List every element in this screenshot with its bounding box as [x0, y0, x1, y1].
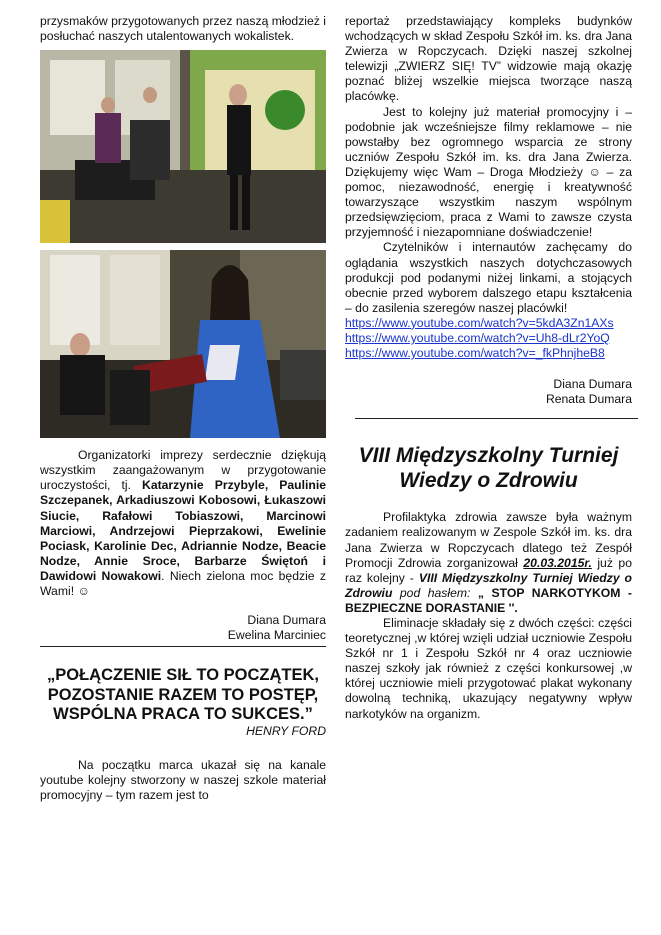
- right-signature-2: Renata Dumara: [545, 392, 632, 407]
- health-p1c: pod hasłem:: [392, 585, 478, 600]
- health-paragraph-1: [345, 510, 632, 616]
- divider-left: [40, 646, 326, 647]
- intro-text: przysmaków przygotowanych przez naszą młodzież i posłuchać naszych utalentowanych wokalistek.: [40, 14, 326, 44]
- signature-2: Ewelina Marciniec: [227, 628, 326, 643]
- thanks-end: . Niech zielona moc będzie z Wami! ☺: [40, 568, 326, 599]
- right-paragraph-1: reportaż przedstawiający kompleks budynków wchodzących w skład Zespołu Szkół im. ks. dra Jana Zwierza w Ropczycach. Dzięki naszej szkolnej telewizji „ZWIERZ SIĘ! TV” widzowie mają okazję poznać bliżej wszelkie miejsca tworzące naszą placówkę.: [345, 14, 632, 104]
- health-slogan: „ STOP NARKOTYKOM - BEZPIECZNE DORASTANIE ''.: [345, 585, 632, 615]
- right-paragraph-2: Jest to kolejny już materiał promocyjny i – podobnie jak wcześniejsze filmy reklamowe – nie powstałby bez ogromnego wsparcia ze strony uczniów Zespołu Szkół im. ks. dra Jana Zwierza. Dziękujemy więc Wam – Droga Młodzieży ☺ – za pomoc, niezawodność, energię i kreatywność towarzyszące wszystkim naszym wspólnym przedsięwzięciom, praca z Wami to zawsze czysta przyjemność i niezapomniane doświadczenie!: [345, 104, 632, 240]
- photo-singers-image: [40, 50, 326, 243]
- youtube-link-1[interactable]: https://www.youtube.com/watch?v=5kdA3Zn1AXs: [345, 315, 614, 330]
- left-column: [40, 14, 326, 803]
- thanks-paragraph: [40, 448, 326, 599]
- health-paragraph-2: Eliminacje składały się z dwóch części: części teoretycznej ,w której wzięli udział uczniowie Zespołu Szkół nr 1 i Zespołu Szkół nr 4 oraz uczniowie naszej szkoły jak również z części konkursowej ,w której uczniowie mieli przygotować plakat wykonany dowolną techniką, ukazujący negatywny wpływ narkotyków na organizm.: [345, 616, 632, 721]
- health-p1a: Profilaktyka zdrowia zawsze była ważnym zadaniem realizowanym w Zespole Szkół im. ks. dra Jana Zwierza w Ropczycach dlatego też Zespół Promocji Zdrowia zorganizował: [345, 510, 632, 570]
- article-start: Na początku marca ukazał się na kanale youtube kolejny stworzony w naszej szkole materiał promocyjny – tym razem jest to: [40, 757, 326, 803]
- youtube-link-3[interactable]: https://www.youtube.com/watch?v=_fkPhnjheB8: [345, 346, 605, 361]
- health-p1b: już po raz kolejny -: [345, 555, 632, 585]
- thanks-names: Katarzynie Przybyle, Paulinie Szczepanek, Arkadiuszowi Kobosowi, Łukaszowi Siucie, Rafałowi Tobiaszowi, Marcinowi Marciowi, Andrzejowi Pieprzakowi, Ewelinie Pociask, Karolinie Dec, Adriannie Nodze, Beacie Nodze, Annie Sroce, Barbarze Świętoń i Dawidowi Nowakowi: [40, 478, 326, 583]
- youtube-link-2[interactable]: https://www.youtube.com/watch?v=Uh8-dLr2YoQ: [345, 330, 610, 345]
- thanks-lead: Organizatorki imprezy serdecznie dziękują wszystkim zaangażowanym w przygotowanie uroczystości, tj.: [40, 448, 326, 493]
- right-signature-1: Diana Dumara: [553, 377, 632, 392]
- divider-right: [355, 418, 638, 419]
- quote-title: „POŁĄCZENIE SIŁ TO POCZĄTEK, POZOSTANIE RAZEM TO POSTĘP, WSPÓLNA PRACA TO SUKCES.”: [47, 666, 319, 724]
- health-event-name: VIII Międzyszkolny Turniej Wiedzy o Zdrowiu: [345, 570, 632, 600]
- signature-1: Diana Dumara: [247, 613, 326, 628]
- right-paragraph-3: Czytelników i internautów zachęcamy do oglądania wszystkich naszych dotychczasowych produkcji pod podanymi niżej linkami, a stojących obecnie przed wyborem dalszego etapu kształcenia – do zasilenia szeregów naszej placówki!: [345, 240, 632, 315]
- quote-author: HENRY FORD: [246, 723, 326, 738]
- health-date: 20.03.2015r.: [523, 555, 592, 570]
- right-column: [345, 14, 632, 722]
- health-heading: VIII Międzyszkolny Turniej Wiedzy o Zdrowiu: [358, 444, 619, 493]
- photo-singers: [40, 50, 326, 243]
- photo-singer-closeup-image: [40, 250, 326, 438]
- photo-singer-closeup: [40, 250, 326, 438]
